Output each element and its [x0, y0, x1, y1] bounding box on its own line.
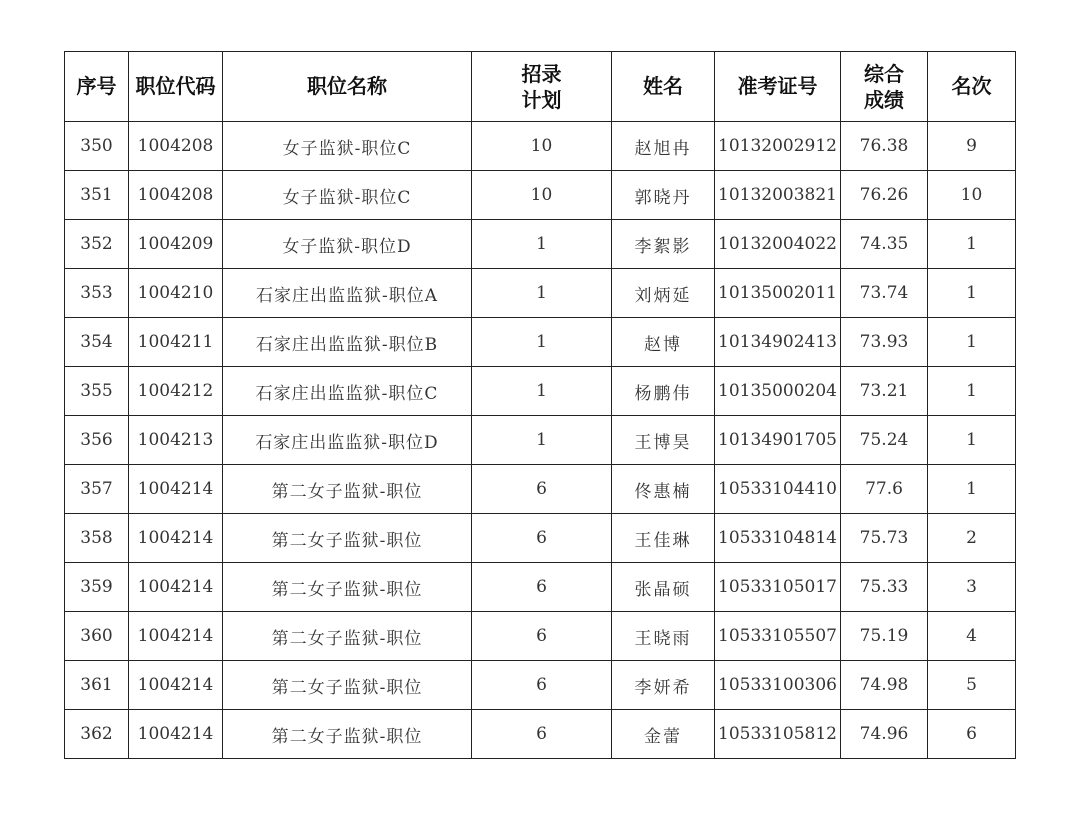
cell-index: 352: [65, 220, 129, 269]
cell-position-code: 1004214: [129, 710, 223, 759]
cell-exam-id: 10533104814: [715, 514, 841, 563]
cell-position-code: 1004214: [129, 563, 223, 612]
cell-position-code: 1004214: [129, 612, 223, 661]
cell-exam-id: 10134902413: [715, 318, 841, 367]
cell-exam-id: 10533105507: [715, 612, 841, 661]
cell-index: 350: [65, 122, 129, 171]
cell-recruit-plan: 10: [472, 171, 612, 220]
cell-position-code: 1004214: [129, 661, 223, 710]
table-row: [65, 710, 1016, 759]
cell-name: 赵旭冉: [612, 122, 715, 171]
header-total-score-label: 综合成绩: [864, 61, 904, 112]
table-row: [65, 416, 1016, 465]
cell-position-name: 第二女子监狱-职位: [223, 514, 472, 563]
cell-rank: 1: [928, 318, 1016, 367]
cell-recruit-plan: 10: [472, 122, 612, 171]
cell-total-score: 76.38: [841, 122, 928, 171]
cell-recruit-plan: 1: [472, 367, 612, 416]
cell-total-score: 75.73: [841, 514, 928, 563]
cell-position-code: 1004211: [129, 318, 223, 367]
header-index: 序号: [65, 52, 129, 122]
cell-name: 李絮影: [612, 220, 715, 269]
header-position-name: 职位名称: [223, 52, 472, 122]
table-row: [65, 171, 1016, 220]
cell-name: 金蕾: [612, 710, 715, 759]
cell-recruit-plan: 6: [472, 710, 612, 759]
cell-position-name: 第二女子监狱-职位: [223, 661, 472, 710]
cell-rank: 10: [928, 171, 1016, 220]
cell-exam-id: 10135000204: [715, 367, 841, 416]
cell-position-code: 1004214: [129, 465, 223, 514]
cell-exam-id: 10135002011: [715, 269, 841, 318]
cell-exam-id: 10132004022: [715, 220, 841, 269]
cell-index: 357: [65, 465, 129, 514]
cell-recruit-plan: 6: [472, 514, 612, 563]
cell-recruit-plan: 6: [472, 563, 612, 612]
header-total-score: [841, 52, 928, 122]
cell-position-name: 第二女子监狱-职位: [223, 465, 472, 514]
cell-rank: 3: [928, 563, 1016, 612]
cell-name: 李妍希: [612, 661, 715, 710]
table-row: [65, 612, 1016, 661]
cell-position-name: 石家庄出监监狱-职位D: [223, 416, 472, 465]
cell-total-score: 76.26: [841, 171, 928, 220]
cell-rank: 4: [928, 612, 1016, 661]
cell-index: 360: [65, 612, 129, 661]
table-body: [65, 122, 1016, 759]
cell-position-name: 第二女子监狱-职位: [223, 612, 472, 661]
cell-index: 359: [65, 563, 129, 612]
cell-total-score: 74.98: [841, 661, 928, 710]
cell-index: 358: [65, 514, 129, 563]
cell-recruit-plan: 1: [472, 416, 612, 465]
cell-position-name: 女子监狱-职位C: [223, 122, 472, 171]
cell-name: 张晶硕: [612, 563, 715, 612]
table-header: [65, 52, 1016, 122]
cell-index: 362: [65, 710, 129, 759]
cell-exam-id: 10533105017: [715, 563, 841, 612]
cell-position-code: 1004209: [129, 220, 223, 269]
cell-exam-id: 10533104410: [715, 465, 841, 514]
cell-name: 赵博: [612, 318, 715, 367]
cell-rank: 5: [928, 661, 1016, 710]
header-row: [65, 52, 1016, 122]
cell-rank: 6: [928, 710, 1016, 759]
cell-recruit-plan: 6: [472, 465, 612, 514]
cell-position-name: 石家庄出监监狱-职位C: [223, 367, 472, 416]
cell-exam-id: 10132003821: [715, 171, 841, 220]
results-table: [64, 51, 1016, 759]
cell-position-name: 女子监狱-职位C: [223, 171, 472, 220]
cell-recruit-plan: 6: [472, 612, 612, 661]
cell-name: 佟惠楠: [612, 465, 715, 514]
table-row: [65, 563, 1016, 612]
cell-total-score: 73.21: [841, 367, 928, 416]
cell-rank: 1: [928, 416, 1016, 465]
header-recruit-plan-label: 招录计划: [521, 61, 562, 112]
cell-index: 356: [65, 416, 129, 465]
cell-index: 354: [65, 318, 129, 367]
cell-total-score: 74.35: [841, 220, 928, 269]
header-recruit-plan: [472, 52, 612, 122]
header-rank: 名次: [928, 52, 1016, 122]
cell-recruit-plan: 1: [472, 318, 612, 367]
cell-index: 355: [65, 367, 129, 416]
cell-name: 王晓雨: [612, 612, 715, 661]
cell-total-score: 73.93: [841, 318, 928, 367]
cell-rank: 2: [928, 514, 1016, 563]
cell-rank: 1: [928, 269, 1016, 318]
table-row: [65, 318, 1016, 367]
cell-rank: 1: [928, 220, 1016, 269]
header-exam-id: 准考证号: [715, 52, 841, 122]
cell-position-code: 1004208: [129, 171, 223, 220]
table-row: [65, 122, 1016, 171]
cell-exam-id: 10132002912: [715, 122, 841, 171]
cell-exam-id: 10533105812: [715, 710, 841, 759]
cell-position-name: 女子监狱-职位D: [223, 220, 472, 269]
cell-name: 王佳琳: [612, 514, 715, 563]
cell-position-code: 1004208: [129, 122, 223, 171]
cell-total-score: 75.19: [841, 612, 928, 661]
cell-total-score: 75.33: [841, 563, 928, 612]
cell-rank: 1: [928, 465, 1016, 514]
cell-total-score: 74.96: [841, 710, 928, 759]
cell-exam-id: 10533100306: [715, 661, 841, 710]
cell-name: 郭晓丹: [612, 171, 715, 220]
header-position-code: 职位代码: [129, 52, 223, 122]
cell-rank: 9: [928, 122, 1016, 171]
cell-position-name: 石家庄出监监狱-职位B: [223, 318, 472, 367]
table-row: [65, 220, 1016, 269]
cell-position-name: 石家庄出监监狱-职位A: [223, 269, 472, 318]
cell-total-score: 75.24: [841, 416, 928, 465]
cell-position-code: 1004214: [129, 514, 223, 563]
cell-position-code: 1004212: [129, 367, 223, 416]
table-row: [65, 465, 1016, 514]
cell-index: 361: [65, 661, 129, 710]
cell-index: 353: [65, 269, 129, 318]
cell-name: 王博昊: [612, 416, 715, 465]
cell-position-code: 1004213: [129, 416, 223, 465]
cell-position-name: 第二女子监狱-职位: [223, 563, 472, 612]
table-row: [65, 269, 1016, 318]
cell-name: 刘炳延: [612, 269, 715, 318]
cell-position-name: 第二女子监狱-职位: [223, 710, 472, 759]
table-row: [65, 661, 1016, 710]
table-row: [65, 514, 1016, 563]
cell-index: 351: [65, 171, 129, 220]
cell-rank: 1: [928, 367, 1016, 416]
cell-total-score: 77.6: [841, 465, 928, 514]
cell-recruit-plan: 1: [472, 269, 612, 318]
header-name: 姓名: [612, 52, 715, 122]
cell-total-score: 73.74: [841, 269, 928, 318]
cell-recruit-plan: 6: [472, 661, 612, 710]
cell-exam-id: 10134901705: [715, 416, 841, 465]
table-row: [65, 367, 1016, 416]
cell-recruit-plan: 1: [472, 220, 612, 269]
cell-name: 杨鹏伟: [612, 367, 715, 416]
cell-position-code: 1004210: [129, 269, 223, 318]
